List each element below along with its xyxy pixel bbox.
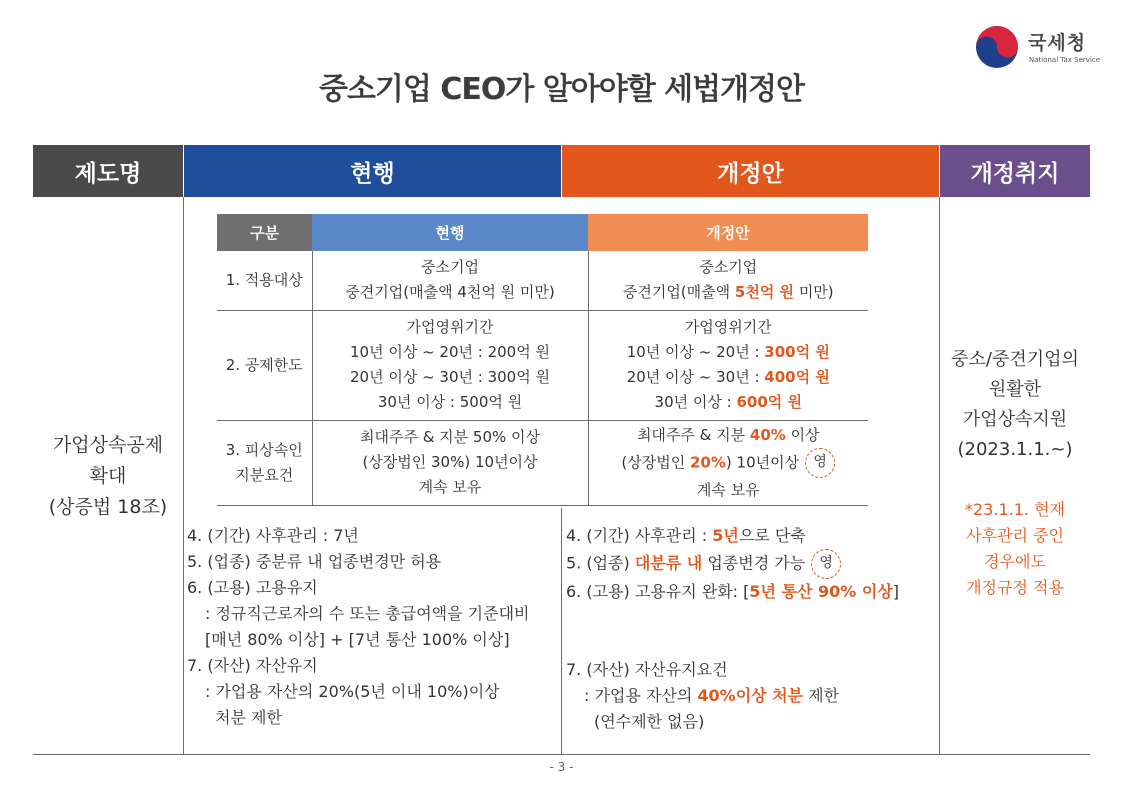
list-item: 5. (업종) 중분류 내 업종변경만 허용 [187, 552, 442, 571]
list-item: 7. (자산) 자산유지요건 [566, 660, 728, 679]
list-item: 6. (고용) 고용유지 [187, 578, 318, 597]
divider [183, 197, 184, 755]
circled-mark-icon: 영 [805, 448, 835, 478]
purpose-line: 가업상속지원 [962, 409, 1068, 430]
list-item: 4. (기간) 사후관리 : 7년 [187, 526, 359, 545]
revision-note [940, 497, 1090, 601]
system-name-line: 확대 [89, 465, 127, 487]
page-title: 중소기업 CEO가 알아야할 세법개정안 [318, 72, 805, 107]
row-label: 1. 적용대상 [217, 251, 312, 310]
note-line: 개정규정 적용 [966, 578, 1064, 597]
list-item: 4. (기간) 사후관리 : 5년으로 단축 [566, 526, 806, 545]
list-item: 7. (자산) 자산유지 [187, 656, 318, 675]
header-current: 현행 [184, 145, 561, 197]
list-item: : 가업용 자산의 20%(5년 이내 10%)이상 [205, 682, 500, 701]
list-item: (연수제한 없음) [594, 712, 705, 731]
list-item: 처분 제한 [215, 708, 282, 727]
logo-name: 국세청 [1028, 32, 1087, 54]
list-item: [매년 80% 이상] + [7년 통산 100% 이상] [205, 630, 510, 649]
logo-subtitle: National Tax Service [1029, 56, 1101, 64]
row-current: 중소기업 중견기업(매출액 4천억 원 미만) [312, 251, 588, 310]
circled-mark-icon: 영 [811, 549, 841, 579]
list-item: : 정규직근로자의 수 또는 총급여액을 기준대비 [205, 604, 530, 623]
list-item: 5. (업종) 대분류 내 업종변경 가능 영 [566, 549, 899, 579]
list-item: 6. (고용) 고용유지 완화: [5년 통산 90% 이상] [566, 582, 900, 601]
row-proposal: 중소기업 중견기업(매출액 5천억 원 미만) [588, 251, 868, 310]
system-name [33, 430, 183, 523]
revision-purpose [940, 345, 1090, 465]
row-current: 최대주주 & 지분 50% 이상 (상장법인 30%) 10년이상 계속 보유 [312, 420, 588, 505]
proposal-rules-list [566, 523, 899, 735]
row-proposal: 가업영위기간 10년 이상 ~ 20년 : 300억 원 20년 이상 ~ 30년 : 400억 원 30년 이상 : 600억 원 [588, 310, 868, 420]
list-item: : 가업용 자산의 40%이상 처분 제한 [584, 686, 840, 705]
note-line: 경우에도 [984, 552, 1046, 571]
row-current: 가업영위기간 10년 이상 ~ 20년 : 200억 원 20년 이상 ~ 30년 : 300억 원 30년 이상 : 500억 원 [312, 310, 588, 420]
purpose-line: 중소/중견기업의 [951, 349, 1079, 370]
row-label: 3. 피상속인 지분요건 [217, 420, 312, 505]
system-name-line: (상증법 18조) [48, 496, 168, 518]
divider [939, 197, 940, 755]
system-name-line: 가업상속공제 [52, 434, 164, 456]
header-proposal: 개정안 [562, 145, 939, 197]
header-system-name: 제도명 [33, 145, 183, 197]
table-header-category: 구분 [217, 214, 312, 251]
divider [33, 754, 1090, 755]
table-row [217, 251, 868, 310]
note-line: *23.1.1. 현재 [965, 500, 1065, 519]
current-rules-list [187, 523, 530, 731]
purpose-line: 원활한 [988, 379, 1042, 400]
row-label: 2. 공제한도 [217, 310, 312, 420]
table-header-proposal: 개정안 [588, 214, 868, 251]
row-proposal: 최대주주 & 지분 40% 이상 (상장법인 20%) 10년이상 영 계속 보유 [588, 420, 868, 505]
table-row [217, 310, 868, 420]
header-purpose: 개정취지 [940, 145, 1090, 197]
comparison-table [217, 214, 868, 506]
purpose-line: (2023.1.1.~) [957, 439, 1073, 460]
page-number: - 3 - [549, 760, 574, 774]
divider [561, 508, 562, 755]
table-row [217, 420, 868, 505]
note-line: 사후관리 중인 [966, 526, 1064, 545]
table-header-current: 현행 [312, 214, 588, 251]
